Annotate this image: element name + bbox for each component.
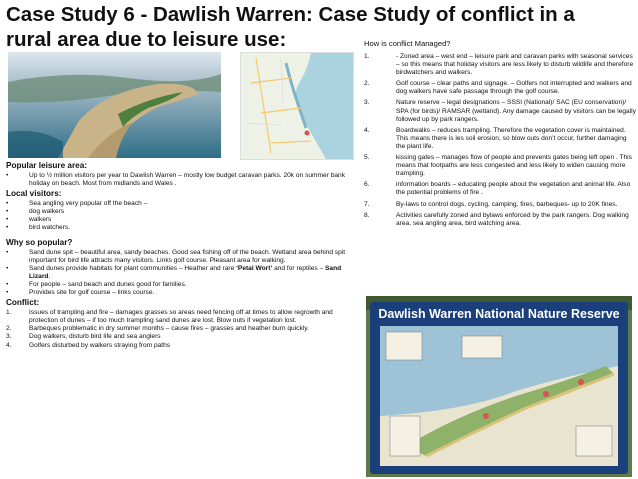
reserve-board-photo <box>366 296 632 477</box>
bullet: • <box>6 208 9 216</box>
bullet: • <box>6 289 9 297</box>
list-item: • Sand dunes provide habitats for plant communities – Heather and rare ‘Petal Wort’ and for reptiles – Sand Lizard. <box>6 264 342 280</box>
bullet: • <box>6 264 9 272</box>
board-title: Dawlish Warren National Nature Reserve <box>378 307 620 321</box>
page-title: Case Study 6 - Dawlish Warren: Case Study of conflict in a rural area due to leisure use: <box>6 3 575 51</box>
location-map <box>240 52 354 160</box>
bullet: • <box>6 172 9 179</box>
list-item: 5. kissing gates – manages flow of people and prevents gates being left open . This means that footpaths are less congested and less likely to widen causing more trampling. <box>364 154 632 178</box>
list-item: 8. Activities carefully zoned and bylaws enforced by the park rangers. Dog walking area, sea angling area, bird watching area. <box>364 211 629 227</box>
why-heading: Why so popular? <box>6 237 73 247</box>
bullet: • <box>6 200 9 208</box>
local-heading: Local visitors: <box>6 189 62 199</box>
aerial-photo <box>8 52 221 158</box>
list-item: • Up to ½ million visitors per year to Dawlish Warren – mostly low budget caravan parks. 20k on summer bank holiday on beach. Most from midlands and Wales . <box>6 172 346 188</box>
list-item: • Sea angling very popular off the beach – <box>6 200 148 208</box>
conflict-heading: Conflict: <box>6 298 40 308</box>
list-item: • For people – sand beach and dunes good for families. <box>6 280 187 288</box>
list-item: • bird watchers. <box>6 224 71 232</box>
managed-heading: How is conflict Managed? <box>364 39 451 48</box>
list-item: 7. By-laws to control dogs, cycling, camping, fires, barbeques- up to 20K fines. <box>364 200 618 208</box>
list-item: • walkers <box>6 216 52 224</box>
left-column <box>6 160 351 350</box>
list-item: 2. Barbeques problematic in dry summer months – cause fires – grasses and heather burn quickly. <box>6 325 309 333</box>
bullet: • <box>6 216 9 224</box>
list-item: • Sand dune spit – beautiful area, sandy beaches. Good sea fishing off of the beach. Wetland area behind spit important for bird life attracts many visitors. Links golf course. Pleasant area for walking. <box>6 248 346 264</box>
list-item: 6. information boards – educating people about the vegetation and animal life. Also the potential problems of fire . <box>364 181 631 197</box>
list-item: • Provides site for golf course – links course. <box>6 289 155 297</box>
bullet: • <box>6 224 9 232</box>
list-item: • dog walkers <box>6 208 65 216</box>
bullet: • <box>6 248 9 256</box>
list-item: 1. - Zoned area – west end – leisure park and caravan parks with seasonal services – so this means that holiday visitors are less likely to disturb wildlife and therefore birdwatchers and walkers. <box>364 53 634 77</box>
list-item: 4. Golfers disturbed by walkers straying from paths <box>6 341 171 349</box>
list-item: 3. Dog walkers, disturb bird life and sea anglers <box>6 333 161 341</box>
list-item: 3. Nature reserve – legal designations – SSSI (National)/ SAC (EU conservation)/ SPA (for birds)/ RAMSAR (wetland). Any damage caused by visitors can be legally followed up by park rangers. <box>364 99 636 123</box>
right-column <box>364 38 636 231</box>
popular-heading: Popular leisure area: <box>6 161 87 170</box>
list-item: 1. Issues of trampling and fire – damages grasses so areas need fencing off at times to allow regrowth and protection of dunes – if too much trampling sand dunes are lost. Blow outs if vegetation lost. <box>6 309 333 325</box>
list-item: 4. Boardwalks – reduces trampling. Therefore the vegetation cover is maintained. This means there is les soil erosion, so blow outs don’t occur, further damaging the plant life. <box>364 126 627 150</box>
bullet: • <box>6 280 9 288</box>
list-item: 2. Golf course – clear paths and signage. – Golfers not interrupted and walkers and dog walkers have safe passage through the golf course. <box>364 80 632 96</box>
